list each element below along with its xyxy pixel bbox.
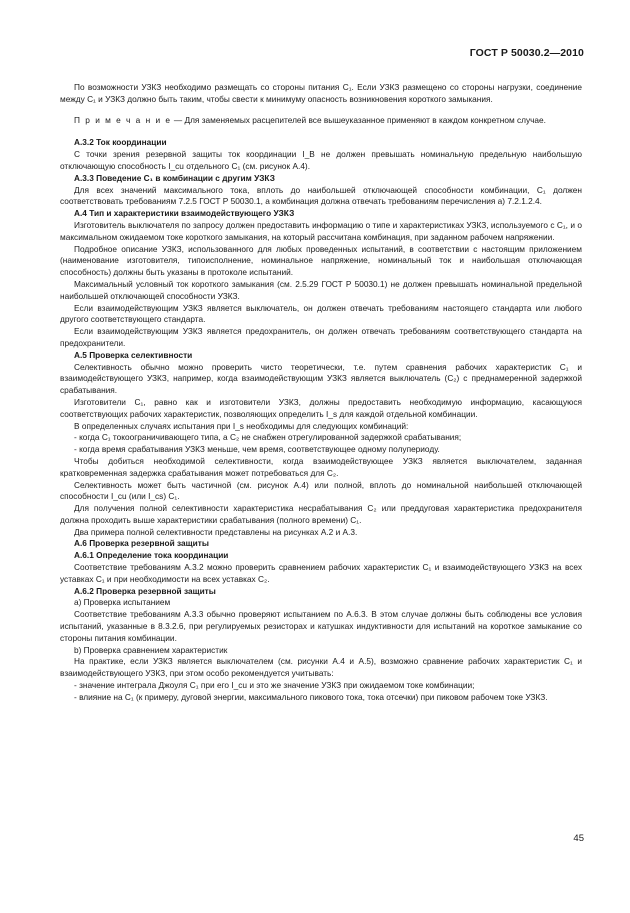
paragraph: Два примера полной селективности представлены на рисунках А.2 и А.3. xyxy=(74,526,358,537)
paragraph: По возможности УЗКЗ необходимо размещать со стороны питания C₁. Если УЗКЗ размещено со стороны нагрузки, соединение между C₁ и УЗКЗ должно быть таким, чтобы свести к минимуму опасность возникновения короткого замыкания. xyxy=(60,82,582,104)
paragraph: b) Проверка сравнением характеристик xyxy=(74,644,228,655)
standard-header: ГОСТ Р 50030.2—2010 xyxy=(469,47,584,59)
note-text: — Для заменяемых расцепителей все вышеуказанное применяют в каждом конкретном случае. xyxy=(171,114,546,125)
paragraph: На практике, если УЗКЗ является выключателем (см. рисунки А.4 и А.5), возможно сравнение рабочих характеристик C₁ и взаимодействующего УЗКЗ, при этом особо рекомендуется учитывать: xyxy=(60,656,582,679)
section-heading-a4: А.4 Тип и характеристики взаимодействующего УЗКЗ xyxy=(74,208,295,219)
paragraph: Селективность может быть частичной (см. рисунок А.4) или полной, вплоть до номинальной наибольшей отключающей способности I_cu (или I_cs) C₁. xyxy=(60,479,582,502)
paragraph: Максимальный условный ток короткого замыкания (см. 2.5.29 ГОСТ Р 50030.1) не должен превышать номинальной предельной наибольшей отключающей способности УЗКЗ. xyxy=(60,278,582,301)
section-heading-a33: А.3.3 Поведение C₁ в комбинации с другим УЗКЗ xyxy=(74,172,275,183)
section-heading-a32: А.3.2 Ток координации xyxy=(74,137,167,148)
paragraph: В определенных случаях испытания при I_s необходимы для следующих комбинаций: xyxy=(74,420,409,431)
paragraph: Для всех значений максимального тока, вплоть до наибольшей отключающей способности комбинации, C₁ должен соответствовать требованиям 7.2.5 ГОСТ Р 50030.1, а комбинация должна отвечать требованиям перечисления а) 7.2.1.2.4. xyxy=(60,184,582,207)
paragraph: - влияние на C₁ (к примеру, дуговой энергии, максимального пикового тока, тока отсечки) при пиковом рабочем токе УЗКЗ. xyxy=(74,691,548,702)
paragraph: Соответствие требованиям А.3.3 обычно проверяют испытанием по А.6.3. В этом случае должны быть соблюдены все условия испытаний, указанные в 8.3.2.6, при регулируемых резисторах и катушках индуктивности для испытаний на короткое замыкание со стороны питания комбинации. xyxy=(60,609,582,643)
page-number: 45 xyxy=(573,833,584,844)
document-body xyxy=(60,82,582,704)
section-heading-a5: А.5 Проверка селективности xyxy=(74,349,193,360)
paragraph: - когда время срабатывания УЗКЗ меньше, чем время, соответствующее одному полупериоду. xyxy=(74,444,440,455)
section-heading-a61: А.6.1 Определение тока координации xyxy=(74,550,229,561)
paragraph: - когда C₁ токоограничивающего типа, а C₂ не снабжен отрегулированной задержкой срабатывания; xyxy=(74,432,462,443)
section-heading-a6: А.6 Проверка резервной защиты xyxy=(74,538,209,549)
note-paragraph xyxy=(60,115,582,127)
paragraph: Если взаимодействующим УЗКЗ является предохранитель, он должен отвечать требованиям соответствующего стандарта на предохранители. xyxy=(60,326,582,348)
paragraph: а) Проверка испытанием xyxy=(74,597,171,608)
section-heading-a62: А.6.2 Проверка резервной защиты xyxy=(74,585,216,596)
paragraph: Чтобы добиться необходимой селективности, когда взаимодействующее УЗКЗ является выключателем, заданная кратковременная задержка срабатывания может потребоваться для C₂. xyxy=(60,455,582,478)
paragraph: Изготовитель выключателя по запросу должен предоставить информацию о типе и характеристиках УЗКЗ, используемого с C₁, и о максимальном ожидаемом токе короткого замыкания, на который рассчитана комбинация, при заданном рабочем напряжении. xyxy=(60,219,582,242)
paragraph: С точки зрения резервной защиты ток координации I_B не должен превышать номинальную предельную наибольшую отключающую способность I_cu отдельного C₁ (см. рисунок А.4). xyxy=(60,149,582,171)
paragraph: Соответствие требованиям А.3.2 можно проверить сравнением рабочих характеристик C₁ и взаимодействующего УЗКЗ на всех уставках C₁ и при необходимости на всех уставках C₂. xyxy=(60,562,582,584)
paragraph: Изготовители C₁, равно как и изготовители УЗКЗ, должны предоставить необходимую информацию, касающуюся соответствующих рабочих характеристик, позволяющих определить I_s для каждой отдельной комбинации. xyxy=(60,396,582,419)
note-label: П р и м е ч а н и е xyxy=(74,114,172,125)
paragraph: - значение интеграла Джоуля C₁ при его I_cu и это же значение УЗКЗ при ожидаемом токе комбинации; xyxy=(74,680,475,691)
paragraph: Селективность обычно можно проверить чисто теоретически, т.е. путем сравнения рабочих характеристик C₁ и взаимодействующего УЗКЗ, например, когда взаимодействующим УЗКЗ является выключатель (C₂) с преднамеренной задержкой срабатывания. xyxy=(60,361,582,396)
paragraph: Если взаимодействующим УЗКЗ является выключатель, он должен отвечать требованиям настоящего стандарта или любого другого соответствующего стандарта. xyxy=(60,302,582,325)
paragraph: Для получения полной селективности характеристика несрабатывания C₂ или преддуговая характеристика предохранителя должна проходить выше характеристики срабатывания (полного времени) C₁. xyxy=(60,503,582,525)
paragraph: Подробное описание УЗКЗ, использованного для любых проведенных испытаний, в соответствии с настоящим приложением (наименование изготовителя, типоисполнение, номинальное напряжение, номинальный ток и наибольшая отключающая способность) должны быть указаны в протоколе испытаний. xyxy=(60,243,582,278)
